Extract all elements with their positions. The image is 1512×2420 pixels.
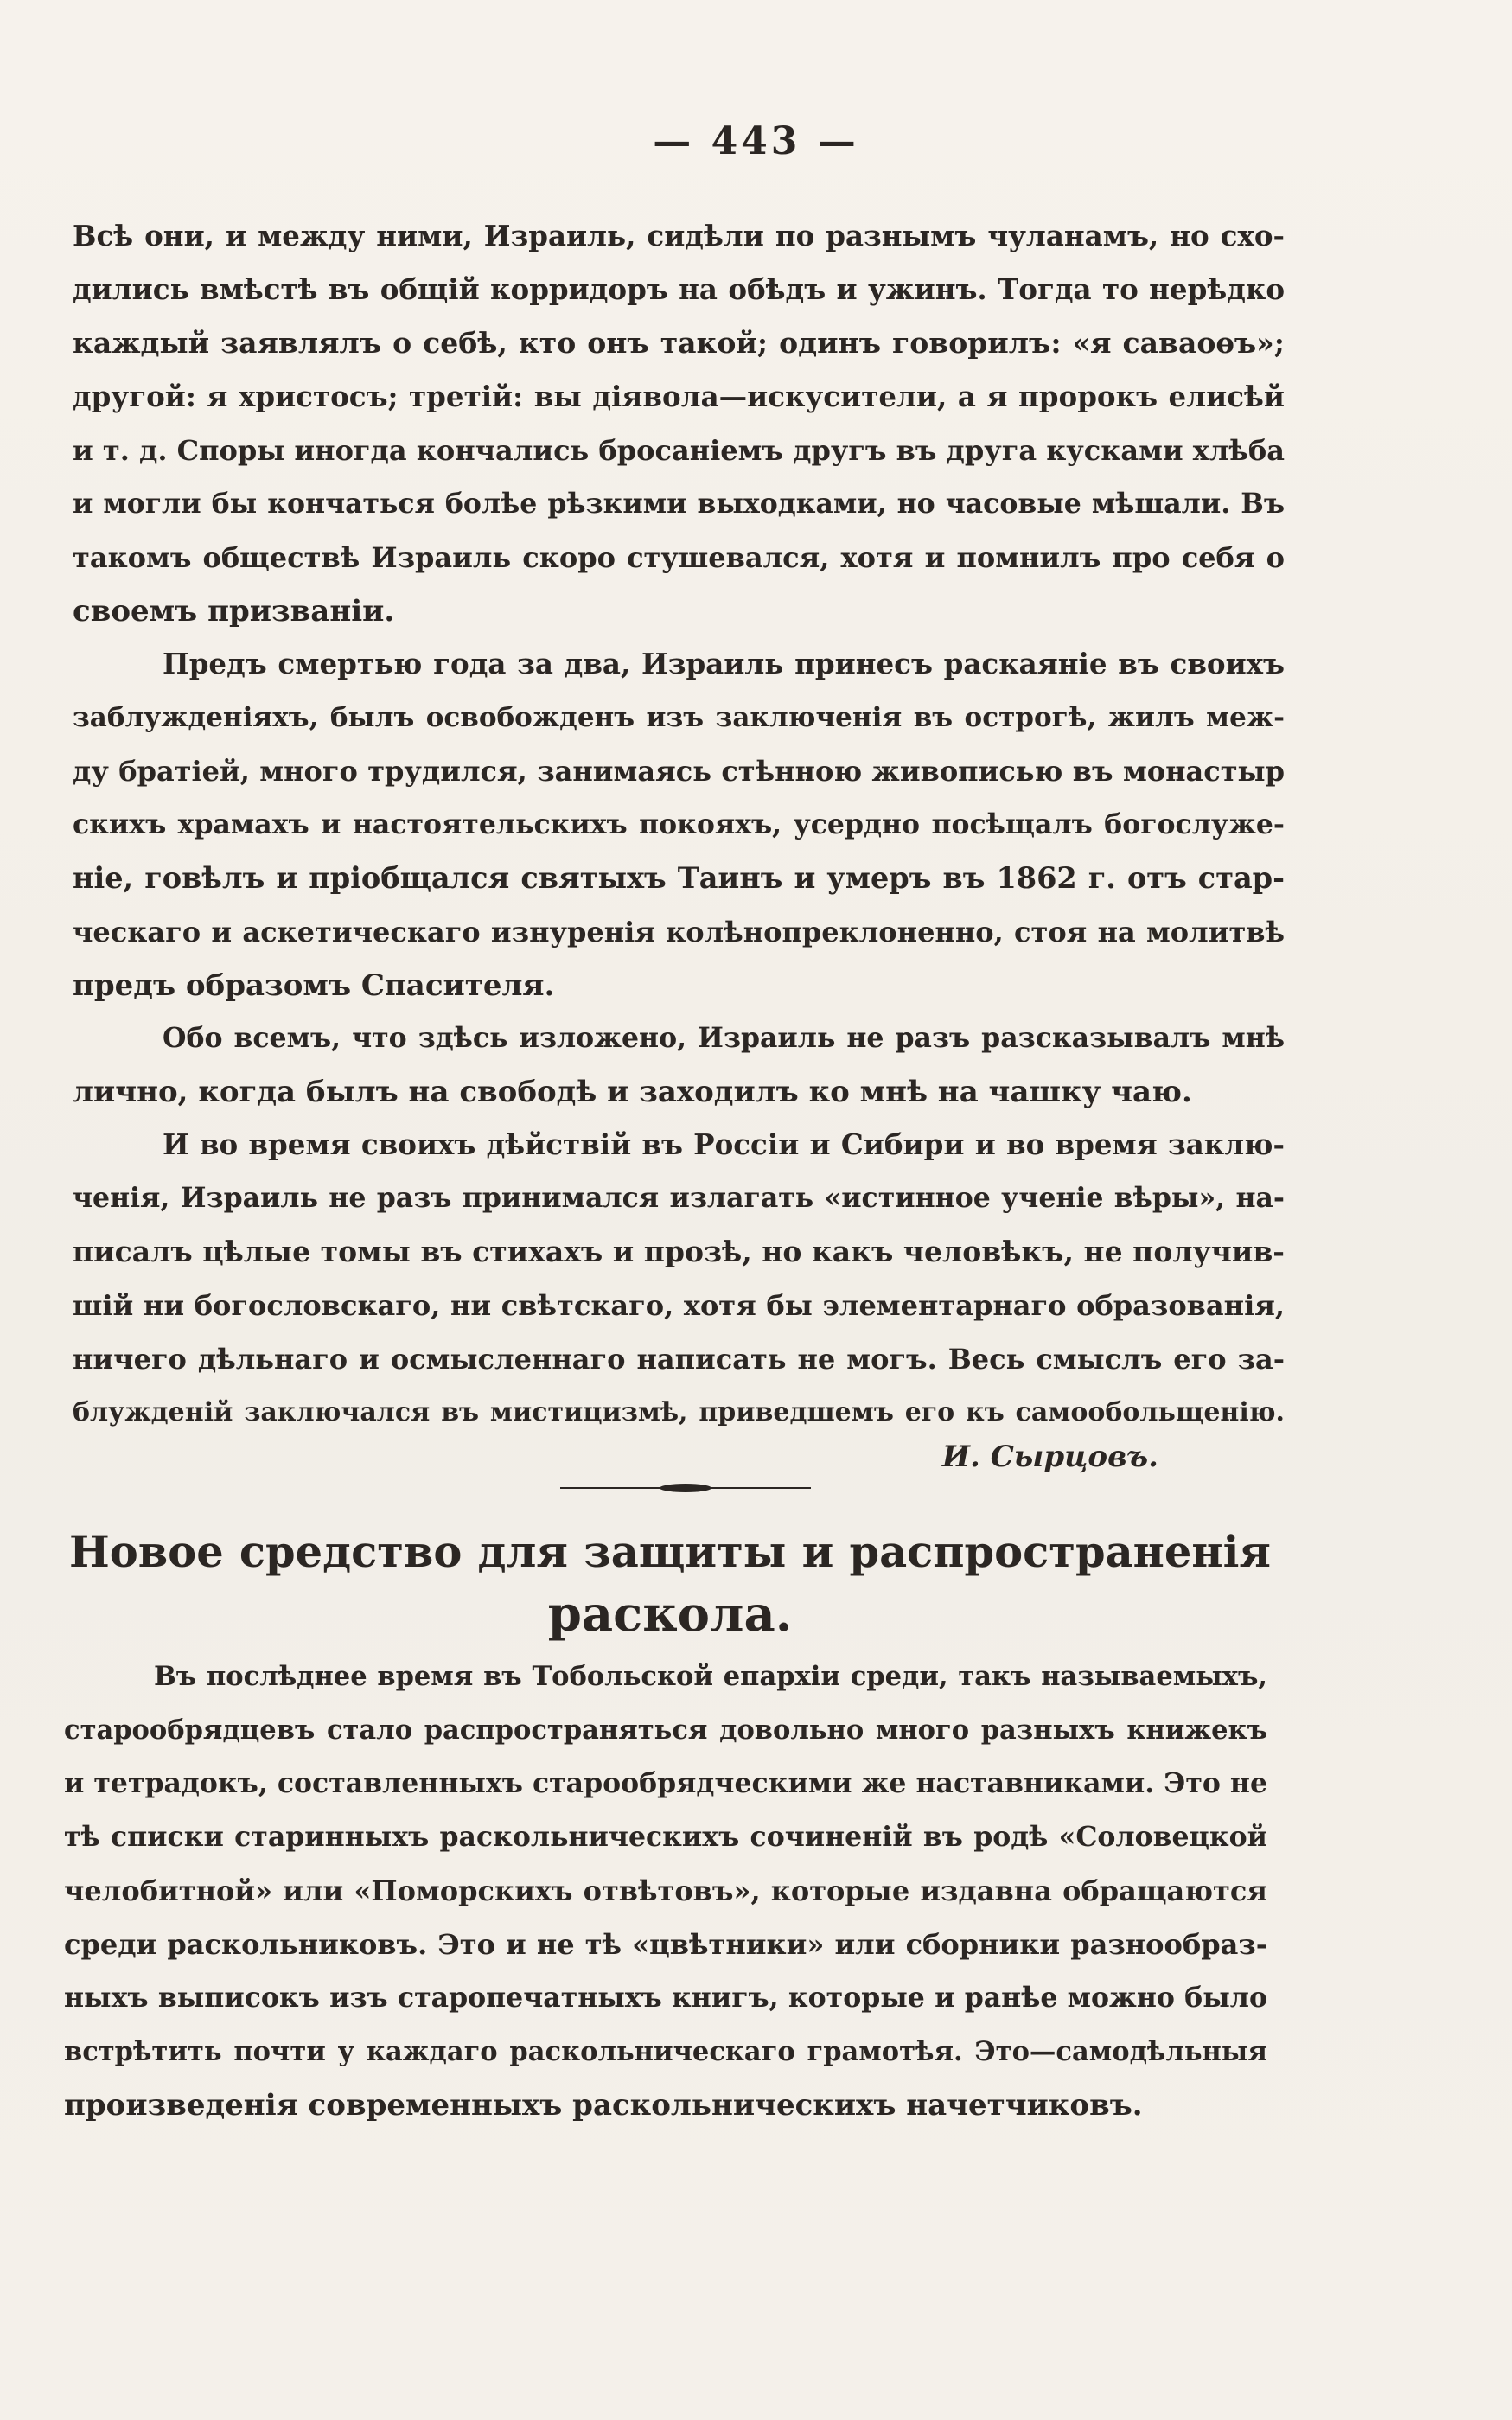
text-line: своемъ призваніи. (73, 594, 395, 629)
text-line: другой: я христосъ; третій: вы діявола—искусители, а я пророкъ елисѣй (73, 380, 1285, 413)
text-line: произведенія современныхъ раскольническихъ начетчиковъ. (64, 2088, 1143, 2123)
text-line: старообрядцевъ стало распространяться довольно много разныхъ книжекъ (64, 1714, 1267, 1746)
text-line: Всѣ они, и между ними, Израиль, сидѣли по разнымъ чуланамъ, но схо- (73, 219, 1285, 252)
article-title-line-2: раскола. (547, 1586, 793, 1643)
text-line: Въ послѣднее время въ Тобольской епархіи среди, такъ называемыхъ, (154, 1661, 1267, 1692)
text-line: писалъ цѣлые томы въ стихахъ и прозѣ, но какъ человѣкъ, не получив- (73, 1235, 1285, 1268)
text-line: ду братіей, много трудился, занимаясь стѣнною живописью въ монастыр (73, 755, 1285, 788)
paragraph-3 (73, 1012, 1285, 1119)
text-line: каждый заявлялъ о себѣ, кто онъ такой; одинъ говорилъ: «я саваоѳъ»; (73, 326, 1285, 360)
text-line: Предъ смертью года за два, Израиль принесъ раскаяніе въ своихъ (163, 647, 1285, 680)
text-line: блужденій заключался въ мистицизмѣ, приведшемъ его къ самообольщенію. (73, 1397, 1285, 1427)
page-number: — 443 — (653, 119, 859, 163)
text-line: лично, когда былъ на свободѣ и заходилъ ко мнѣ на чашку чаю. (73, 1075, 1192, 1109)
text-line: скихъ храмахъ и настоятельскихъ покояхъ, усердно посѣщалъ богослуже- (73, 808, 1285, 840)
text-line: ныхъ выписокъ изъ старопечатныхъ книгъ, которые и ранѣе можно было (64, 1982, 1267, 2014)
text-line: предъ образомъ Спасителя. (73, 968, 555, 1003)
paragraph-1 (73, 209, 1285, 638)
text-line: и тетрадокъ, составленныхъ старообрядческими же наставниками. Это не (64, 1767, 1267, 1799)
paragraph-4 (73, 1118, 1285, 1440)
text-line: ничего дѣльнаго и осмысленнаго написать не могъ. Весь смыслъ его за- (73, 1343, 1285, 1376)
text-line: такомъ обществѣ Израиль скоро стушевался, хотя и помнилъ про себя о (73, 541, 1285, 574)
text-line: тѣ списки старинныхъ раскольническихъ сочиненій въ родѣ «Соловецкой (64, 1821, 1267, 1853)
text-line: дились вмѣстѣ въ общій корридоръ на обѣдъ и ужинъ. Тогда то нерѣдко (73, 272, 1285, 306)
author-signature: И. Сырцовъ. (941, 1440, 1158, 1474)
article-title-line-1: Новое средство для защиты и распространенія (69, 1527, 1271, 1577)
text-line: и могли бы кончаться болѣе рѣзкими выходками, но часовые мѣшали. Въ (73, 488, 1285, 520)
text-line: и т. д. Споры иногда кончались бросаніемъ другъ въ друга кусками хлѣба (73, 434, 1285, 467)
text-line: ніе, говѣлъ и пріобщался святыхъ Таинъ и умеръ въ 1862 г. отъ стар- (73, 861, 1285, 895)
article-heading (69, 1520, 1271, 1644)
text-line: заблужденіяхъ, былъ освобожденъ изъ заключенія въ острогѣ, жилъ меж- (73, 702, 1285, 733)
text-line: шій ни богословскаго, ни свѣтскаго, хотя бы элементарнаго образованія, (73, 1289, 1285, 1322)
text-line: челобитной» или «Поморскихъ отвѣтовъ», которые издавна обращаются (64, 1874, 1267, 1907)
text-line: среди раскольниковъ. Это и не тѣ «цвѣтники» или сборники разнообраз- (64, 1928, 1267, 1961)
text-line: И во время своихъ дѣйствій въ Россіи и Сибири и во время заклю- (163, 1127, 1285, 1161)
text-line: ченія, Израиль не разъ принимался излагать «истинное ученіе вѣры», на- (73, 1182, 1285, 1214)
ornamental-divider (560, 1485, 811, 1491)
article-paragraph (64, 1650, 1267, 2132)
text-line: Обо всемъ, что здѣсь изложено, Израиль не разъ разсказывалъ мнѣ (163, 1022, 1285, 1054)
text-line: ческаго и аскетическаго изнуренія колѣнопреклоненно, стоя на молитвѣ (73, 916, 1285, 948)
text-line: встрѣтить почти у каждаго раскольническаго грамотѣя. Это—самодѣльныя (64, 2036, 1267, 2067)
paragraph-2 (73, 637, 1285, 1012)
